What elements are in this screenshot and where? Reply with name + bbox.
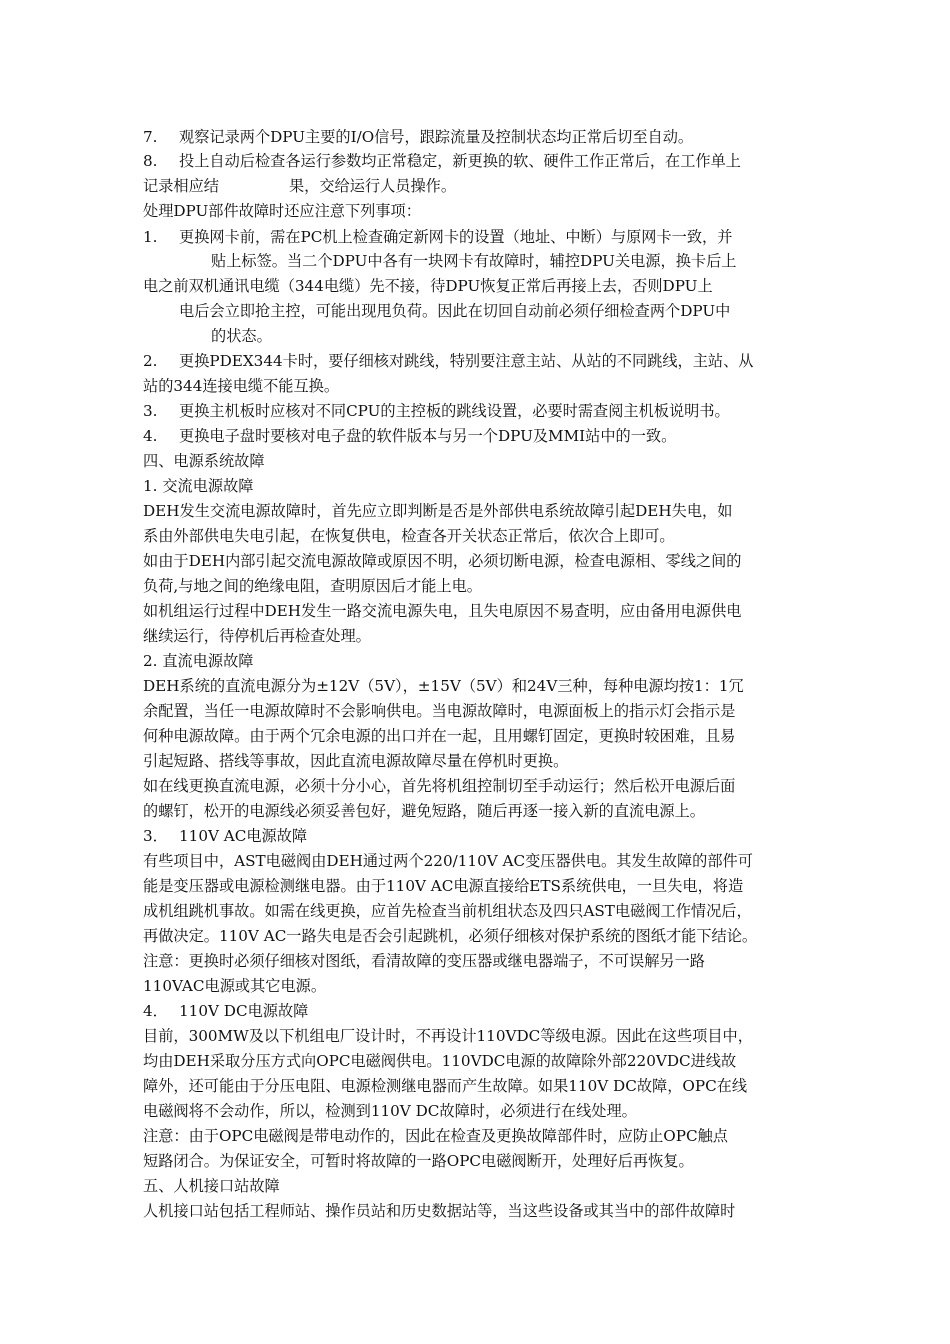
paragraph-text: 负荷,与地之间的绝缘电阻，查明原因后才能上电。 <box>143 577 482 595</box>
paragraph-text: 余配置，当任一电源故障时不会影响供电。当电源故障时，电源面板上的指示灯会指示是 <box>143 702 736 720</box>
paragraph-text: 电之前双机通讯电缆（344电缆）先不接，待DPU恢复正常后再接上去，否则DPU上 <box>143 277 713 295</box>
text-line <box>143 1026 815 1046</box>
text-line <box>143 601 815 621</box>
paragraph-text: 投上自动后检查各运行参数均正常稳定，新更换的软、硬件工作正常后，在工作单上 <box>179 152 741 170</box>
list-item-2 <box>143 351 815 371</box>
paragraph-text: 引起短路、搭线等事故，因此直流电源故障尽量在停机时更换。 <box>143 752 569 770</box>
text-line <box>143 1201 815 1221</box>
list-item-4 <box>143 426 815 446</box>
paragraph-text: 更换主机板时应核对不同CPU的主控板的跳线设置，必要时需查阅主机板说明书。 <box>179 402 730 420</box>
paragraph-text: 的螺钉，松开的电源线必须妥善包好，避免短路，随后再逐一接入新的直流电源上。 <box>143 802 705 820</box>
text-line <box>143 276 815 296</box>
paragraph-text: 再做决定。110V AC一路失电是否会引起跳机，必须仔细核对保护系统的图纸才能下结论。 <box>143 927 758 945</box>
paragraph-text: 能是变压器或电源检测继电器。由于110V AC电源直接给ETS系统供电，一旦失电，将造 <box>143 877 744 895</box>
heading-text: 1. 交流电源故障 <box>143 477 254 495</box>
text-line <box>143 901 815 921</box>
text-line <box>143 976 815 996</box>
paragraph-text: 站的344连接电缆不能互换。 <box>143 377 340 395</box>
paragraph-text: 均由DEH采取分压方式向OPC电磁阀供电。110VDC电源的故障除外部220VDC进线故 <box>143 1052 737 1070</box>
paragraph-text: 注意：由于OPC电磁阀是带电动作的，因此在检查及更换故障部件时，应防止OPC触点 <box>143 1127 728 1145</box>
paragraph-text: 的状态。 <box>211 327 272 345</box>
paragraph-text: 系由外部供电失电引起，在恢复供电，检查各开关状态正常后，依次合上即可。 <box>143 527 675 545</box>
text-line <box>143 676 815 696</box>
text-line <box>143 926 815 946</box>
text-line <box>143 1151 815 1171</box>
text-line <box>143 951 815 971</box>
list-item-8 <box>143 151 815 171</box>
paragraph-text: 更换PDEX344卡时，要仔细核对跳线，特别要注意主站、从站的不同跳线，主站、从 <box>179 352 754 370</box>
text-line <box>143 851 815 871</box>
paragraph-text: 记录相应结 <box>143 177 219 195</box>
list-number: 4． <box>143 1002 168 1020</box>
text-line <box>143 526 815 546</box>
text-line <box>143 1051 815 1071</box>
text-line <box>143 501 815 521</box>
text-line <box>211 251 815 271</box>
list-number: 3. <box>143 402 158 420</box>
paragraph-text: 观察记录两个DPU主要的I/O信号，跟踪流量及控制状态均正常后切至自动。 <box>179 128 694 146</box>
list-item-3 <box>143 401 815 421</box>
text-line <box>143 801 815 821</box>
paragraph-text: 目前，300MW及以下机组电厂设计时，不再设计110VDC等级电源。因此在这些项目中， <box>143 1027 753 1045</box>
text-line <box>143 726 815 746</box>
heading-text: 110V DC电源故障 <box>179 1002 309 1020</box>
paragraph-text: DEH发生交流电源故障时，首先应立即判断是否是外部供电系统故障引起DEH失电，如 <box>143 502 733 520</box>
paragraph-text: 更换网卡前，需在PC机上检查确定新网卡的设置（地址、中断）与原网卡一致，并 <box>179 228 733 246</box>
text-line <box>143 876 815 896</box>
text-line <box>143 551 815 571</box>
paragraph-text: 更换电子盘时要核对电子盘的软件版本与另一个DPU及MMI站中的一致。 <box>179 427 677 445</box>
heading-text: 四、电源系统故障 <box>143 452 265 470</box>
text-line <box>143 701 815 721</box>
text-line <box>143 776 815 796</box>
list-number: 3． <box>143 827 168 845</box>
list-number: 4. <box>143 427 158 445</box>
list-number: 7. <box>143 128 158 146</box>
text-line <box>143 751 815 771</box>
text-line <box>143 176 815 196</box>
paragraph-text: 贴上标签。当二个DPU中各有一块网卡有故障时，辅控DPU关电源，换卡后上 <box>211 252 737 270</box>
text-line <box>143 1126 815 1146</box>
list-number: 2. <box>143 352 158 370</box>
paragraph-text: 电后会立即抢主控，可能出现甩负荷。因此在切回自动前必须仔细检查两个DPU中 <box>179 302 731 320</box>
list-item-1 <box>143 227 815 247</box>
paragraph-text: 成机组跳机事故。如需在线更换，应首先检查当前机组状态及四只AST电磁阀工作情况后， <box>143 902 752 920</box>
paragraph-text: 继续运行，待停机后再检查处理。 <box>143 627 371 645</box>
list-number: 8. <box>143 152 158 170</box>
paragraph-text: 如机组运行过程中DEH发生一路交流电源失电，且失电原因不易查明，应由备用电源供电 <box>143 602 742 620</box>
paragraph-text: 处理DPU部件故障时还应注意下列事项： <box>143 202 421 220</box>
paragraph-text: 电磁阀将不会动作，所以，检测到110V DC故障时，必须进行在线处理。 <box>143 1102 637 1120</box>
text-line <box>211 326 815 346</box>
heading-text: 五、人机接口站故障 <box>143 1177 280 1195</box>
paragraph-text: 短路闭合。为保证安全，可暂时将故障的一路OPC电磁阀断开，处理好后再恢复。 <box>143 1152 694 1170</box>
paragraph-text: 如在线更换直流电源，必须十分小心，首先将机组控制切至手动运行；然后松开电源后面 <box>143 777 736 795</box>
paragraph-text: 110VAC电源或其它电源。 <box>143 977 327 995</box>
paragraph-text: 有些项目中，AST电磁阀由DEH通过两个220/110V AC变压器供电。其发生故障的部件可 <box>143 852 753 870</box>
heading-text: 2. 直流电源故障 <box>143 652 254 670</box>
text-line <box>143 201 815 221</box>
subsection-heading <box>143 476 815 496</box>
text-line <box>179 301 815 321</box>
paragraph-text: 注意：更换时必须仔细核对图纸，看清故障的变压器或继电器端子，不可误解另一路 <box>143 952 705 970</box>
paragraph-text: 如由于DEH内部引起交流电源故障或原因不明，必须切断电源，检查电源相、零线之间的 <box>143 552 742 570</box>
section-heading <box>143 1176 815 1196</box>
text-line <box>143 376 815 396</box>
paragraph-text: 人机接口站包括工程师站、操作员站和历史数据站等，当这些设备或其当中的部件故障时 <box>143 1202 736 1220</box>
text-line <box>143 576 815 596</box>
list-number: 1. <box>143 228 158 246</box>
paragraph-text: 何种电源故障。由于两个冗余电源的出口并在一起，且用螺钉固定，更换时较困难，且易 <box>143 727 736 745</box>
paragraph-text: DEH系统的直流电源分为±12V（5V），±15V（5V）和24V三种，每种电源均按1：1冗 <box>143 677 744 695</box>
section-heading <box>143 451 815 471</box>
list-item-7 <box>143 127 815 147</box>
subsection-heading <box>143 651 815 671</box>
text-line <box>143 1101 815 1121</box>
text-line <box>143 626 815 646</box>
text-line <box>143 1076 815 1096</box>
paragraph-text: 障外，还可能由于分压电阻、电源检测继电器而产生故障。如果110V DC故障，OPC在线 <box>143 1077 748 1095</box>
heading-text: 110V AC电源故障 <box>179 827 308 845</box>
paragraph-text: 果，交给运行人员操作。 <box>288 177 456 195</box>
subsection-heading <box>143 826 815 846</box>
subsection-heading <box>143 1001 815 1021</box>
